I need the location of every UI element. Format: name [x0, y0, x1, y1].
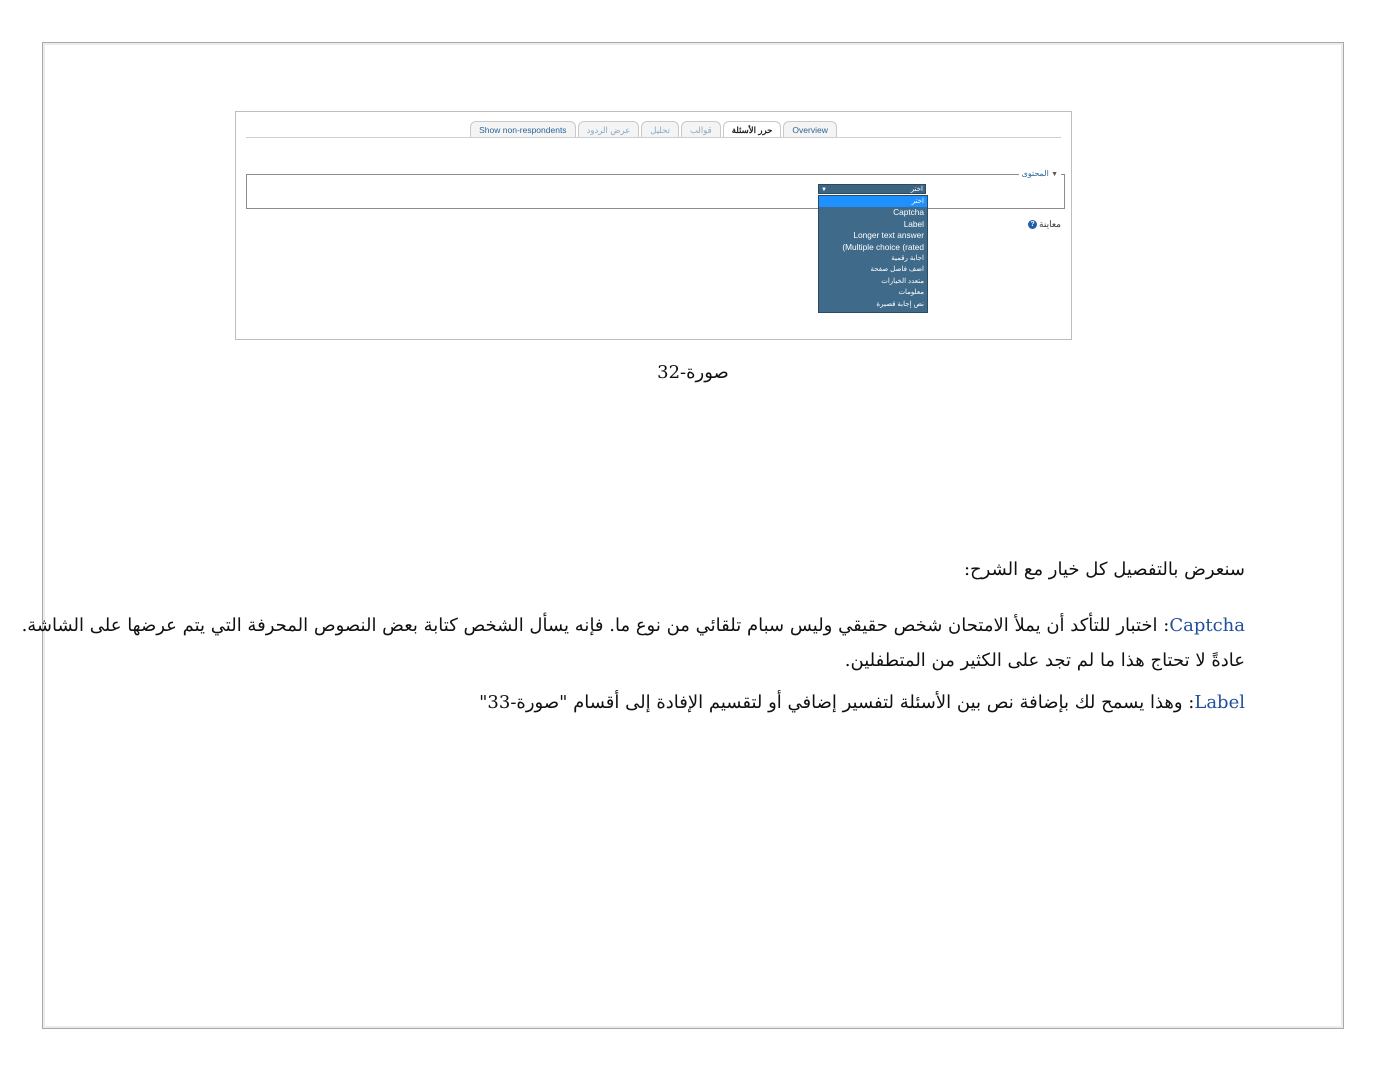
figure-caption: صورة-32 [657, 362, 729, 383]
embedded-screenshot [235, 111, 1072, 340]
dropdown-option[interactable]: Longer text answer [853, 230, 924, 241]
question-type-select[interactable] [818, 184, 926, 194]
legend-label: المحتوى [1021, 169, 1049, 178]
preview-label [1028, 219, 1061, 230]
collapse-triangle-icon: ▼ [1051, 171, 1058, 178]
chevron-down-icon: ▼ [821, 187, 827, 193]
captcha-term: Captcha [1169, 615, 1245, 636]
tab-show-non-respondents[interactable]: Show non-respondents [470, 121, 575, 138]
preview-text: معاينة [1039, 219, 1061, 229]
captcha-paragraph [22, 615, 1245, 636]
dropdown-option[interactable]: معلومات [898, 289, 924, 297]
dropdown-option[interactable]: Captcha [893, 207, 924, 218]
tab-overview[interactable]: Overview [783, 121, 836, 138]
help-icon[interactable]: ? [1028, 220, 1037, 229]
content-legend[interactable] [1019, 169, 1061, 178]
intro-paragraph: سنعرض بالتفصيل كل خيار مع الشرح: [963, 559, 1245, 580]
dropdown-option[interactable]: اختر [819, 196, 927, 207]
captcha-description: : اختبار للتأكد أن يملأ الامتحان شخص حقيقي وليس سبام تلقائي من نوع ما. فإنه يسأل الشخص كتابة بعض النصوص المحرفة التي يتم عرضها على الشاشة. [21, 615, 1170, 636]
label-paragraph [479, 692, 1245, 713]
dropdown-option[interactable]: نص إجابة قصيرة [876, 300, 924, 308]
tab-analysis[interactable]: تحليل [641, 121, 679, 138]
select-value: اختر [910, 186, 923, 193]
tab-templates[interactable]: قوالب [681, 121, 721, 138]
label-description: : وهذا يسمح لك بإضافة نص بين الأسئلة لتفسير إضافي أو لتقسيم الإفادة إلى أقسام "صورة-33" [479, 692, 1195, 713]
dropdown-option[interactable]: اجابة رقمية [891, 254, 924, 262]
label-term: Label [1194, 692, 1245, 713]
content-fieldset [246, 174, 1065, 209]
dropdown-option[interactable]: Label [903, 218, 924, 229]
tab-edit-questions[interactable]: حرر الأسئلة [723, 121, 782, 138]
dropdown-option[interactable]: متعدد الخيارات [881, 277, 924, 285]
dropdown-option[interactable]: (Multiple choice (rated [842, 241, 924, 252]
tab-bar [236, 121, 1071, 137]
tab-divider [246, 137, 1061, 138]
captcha-paragraph-line2: عادةً لا تحتاج هذا ما لم تجد على الكثير من المتطفلين. [844, 650, 1245, 671]
tab-view-responses[interactable]: عرض الردود [578, 121, 640, 138]
question-type-dropdown [818, 195, 928, 313]
dropdown-option[interactable]: اضف فاصل صفحة [870, 266, 924, 274]
